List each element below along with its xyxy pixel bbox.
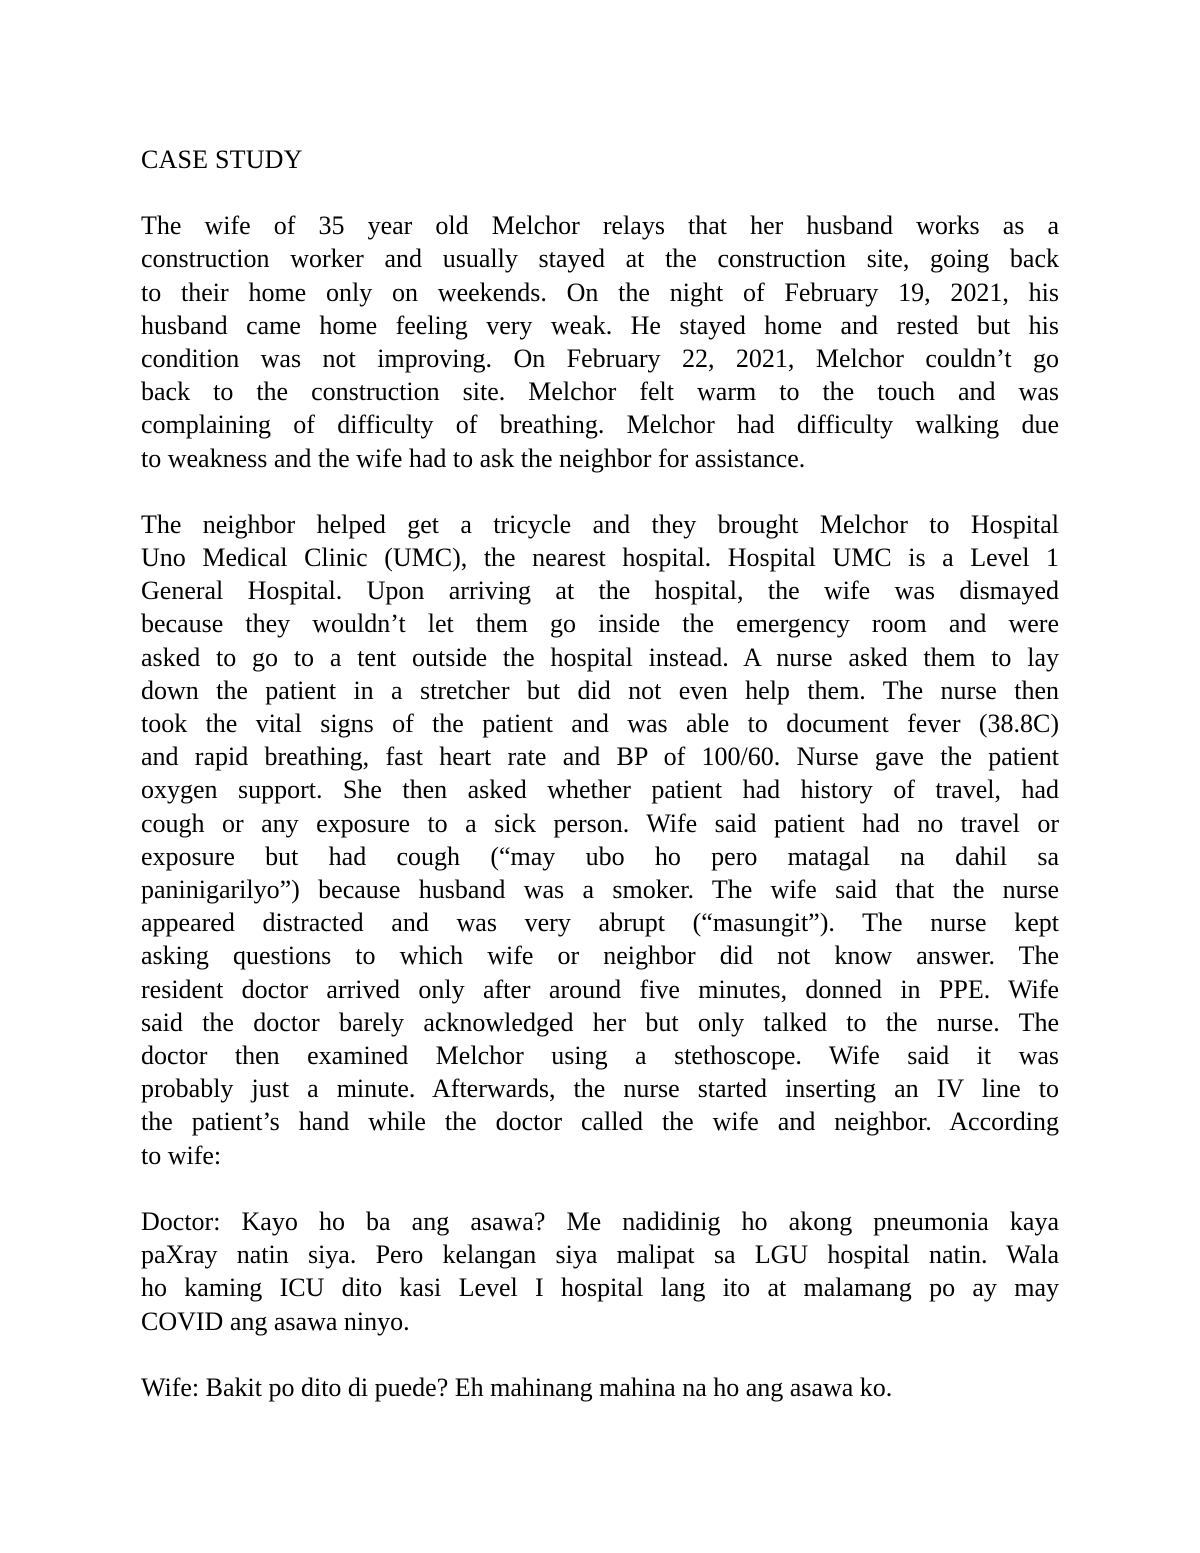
- paragraph: [141, 508, 1059, 1172]
- text-line: to wife:: [141, 1140, 222, 1170]
- text-line: took the vital signs of the patient and was able to document fever (38.8C): [141, 709, 1059, 739]
- text-line: ho kaming ICU dito kasi Level I hospital lang ito at malamang po ay may: [141, 1273, 1059, 1303]
- text-line: down the patient in a stretcher but did not even help them. The nurse then: [141, 675, 1059, 705]
- text-line: The neighbor helped get a tricycle and they brought Melchor to Hospital: [141, 509, 1059, 539]
- text-line: said the doctor barely acknowledged her but only talked to the nurse. The: [141, 1007, 1059, 1037]
- document-body: [141, 143, 1059, 1437]
- paragraph: [141, 209, 1059, 475]
- text-line: to their home only on weekends. On the night of February 19, 2021, his: [141, 277, 1059, 307]
- text-line: paXray natin siya. Pero kelangan siya malipat sa LGU hospital natin. Wala: [141, 1240, 1059, 1270]
- text-line: Uno Medical Clinic (UMC), the nearest hospital. Hospital UMC is a Level 1: [141, 543, 1059, 573]
- text-line: probably just a minute. Afterwards, the nurse started inserting an IV line to: [141, 1074, 1059, 1104]
- text-line: husband came home feeling very weak. He stayed home and rested but his: [141, 310, 1059, 340]
- text-line: back to the construction site. Melchor felt warm to the touch and was: [141, 377, 1059, 407]
- text-line: cough or any exposure to a sick person. Wife said patient had no travel or: [141, 808, 1059, 838]
- text-line: asked to go to a tent outside the hospital instead. A nurse asked them to lay: [141, 642, 1059, 672]
- text-line: construction worker and usually stayed at the construction site, going back: [141, 244, 1059, 274]
- page-title: CASE STUDY: [141, 145, 303, 174]
- text-line: the patient’s hand while the doctor called the wife and neighbor. According: [141, 1107, 1059, 1137]
- text-line: The wife of 35 year old Melchor relays that her husband works as a: [141, 211, 1059, 241]
- text-line: exposure but had cough (“may ubo ho pero matagal na dahil sa: [141, 841, 1059, 871]
- text-line: Doctor: Kayo ho ba ang asawa? Me nadidinig ho akong pneumonia kaya: [141, 1206, 1059, 1236]
- text-line: because they wouldn’t let them go inside the emergency room and were: [141, 609, 1059, 639]
- text-line: General Hospital. Upon arriving at the hospital, the wife was dismayed: [141, 576, 1059, 606]
- paragraph: [141, 1205, 1059, 1338]
- text-line: appeared distracted and was very abrupt (“masungit”). The nurse kept: [141, 908, 1059, 938]
- text-line: paninigarilyo”) because husband was a smoker. The wife said that the nurse: [141, 875, 1059, 905]
- paragraph: [141, 1371, 1059, 1404]
- text-line: to weakness and the wife had to ask the neighbor for assistance.: [141, 443, 806, 473]
- text-line: and rapid breathing, fast heart rate and BP of 100/60. Nurse gave the patient: [141, 742, 1059, 772]
- text-line: complaining of difficulty of breathing. Melchor had difficulty walking due: [141, 410, 1059, 440]
- text-line: resident doctor arrived only after around five minutes, donned in PPE. Wife: [141, 974, 1059, 1004]
- text-line: doctor then examined Melchor using a stethoscope. Wife said it was: [141, 1041, 1059, 1071]
- text-line: COVID ang asawa ninyo.: [141, 1306, 410, 1336]
- text-line: oxygen support. She then asked whether patient had history of travel, had: [141, 775, 1059, 805]
- text-line: Wife: Bakit po dito di puede? Eh mahinang mahina na ho ang asawa ko.: [141, 1372, 893, 1402]
- text-line: asking questions to which wife or neighbor did not know answer. The: [141, 941, 1059, 971]
- text-line: condition was not improving. On February 22, 2021, Melchor couldn’t go: [141, 344, 1059, 374]
- paragraph-list: [141, 209, 1059, 1404]
